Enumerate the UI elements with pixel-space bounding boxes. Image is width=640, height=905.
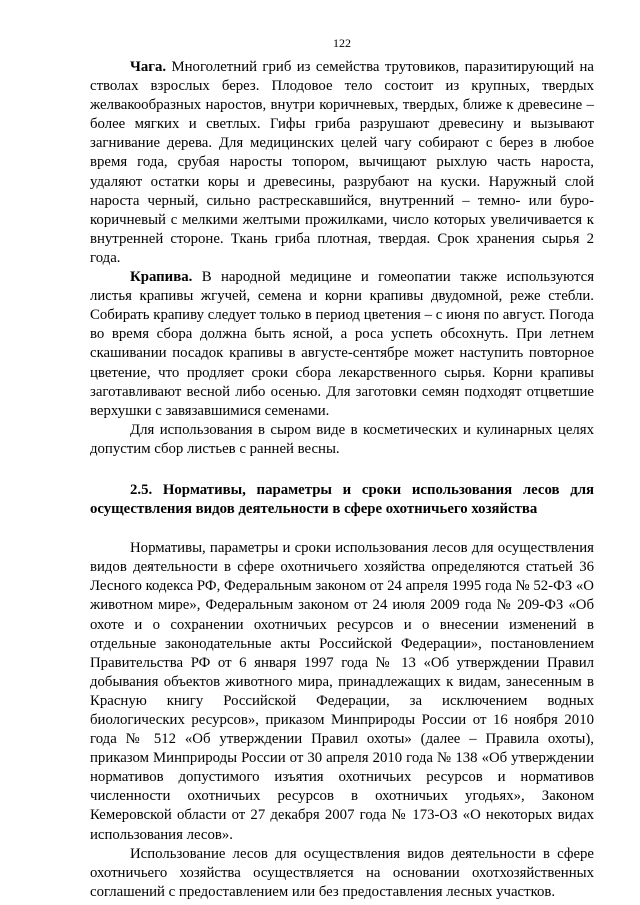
paragraph-normatives xyxy=(90,539,594,845)
term-chaga: Чага. xyxy=(130,59,167,75)
paragraph-raw-use xyxy=(90,421,594,459)
document-page xyxy=(90,36,594,900)
paragraph-chaga-text: Многолетний гриб из семейства трутовиков, паразитирующий на стволах взрослых берез. Плодовое тело состоит из крупных, твердых желвакообразных наростов, внутри коричневых, твердых, ближе к древесине – более мягких и светлых. Гифы гриба разрушают древесину и вызывают загнивание дерева. Для медицинских целей чагу собирают с берез в любое время года, срубая наросты топором, вычищают рыхлую часть нароста, удаляют остатки коры и древесины, разрубают на куски. Наружный слой нароста черный, сильно растрескавшийся, внутренний – темно- или буро-коричневый с мелкими желтыми прожилками, число которых увеличивается к внутренней стороне. Ткань гриба плотная, твердая. Срок хранения сырья 2 года. xyxy=(90,59,594,266)
paragraph-hunting-agreements-text: Использование лесов для осуществления видов деятельности в сфере охотничьего хозяйства осуществляется на основании охотхозяйственных соглашений с предоставлением или без предоставления лесных участков. xyxy=(90,845,594,900)
page-number: 122 xyxy=(333,36,351,50)
paragraph-hunting-agreements xyxy=(90,845,594,902)
paragraph-normatives-text: Нормативы, параметры и сроки использования лесов для осуществления видов деятельности в сфере охотничьего хозяйства определяются статьей 36 Лесного кодекса РФ, Федеральным законом от 24 апреля 1995 года № 52-ФЗ «О животном мире», Федеральным законом от 24 июля 2009 года № 209-ФЗ «Об охоте и о сохранении охотничьих ресурсов и о внесении изменений в отдельные законодательные акты Российской Федерации», постановлением Правительства РФ от 6 января 1997 года № 13 «Об утверждении Правил добывания объектов животного мира, принадлежащих к видам, занесенным в Красную книгу Российской Федерации, за исключением водных биологических ресурсов», приказом Минприроды России от 16 ноября 2010 года № 512 «Об утверждении Правил охоты» (далее – Правила охоты), приказом Минприроды России от 30 апреля 2010 года № 138 «Об утверждении нормативов допустимого изъятия охотничьих ресурсов и нормативов численности охотничьих ресурсов в охотничьих угодьях», Законом Кемеровской области от 27 декабря 2007 года № 173-ОЗ «О некоторых видах использования лесов». xyxy=(90,540,594,843)
paragraph-krapiva-text: В народной медицине и гомеопатии также используются листья крапивы жгучей, семена и корни крапивы двудомной, реже стебли. Собирать крапиву следует только в период цветения – с июня по август. Погода во время сбора должна быть ясной, а роса успеть обсохнуть. При летнем скашивании посадок крапивы в августе-сентябре может наступить повторное цветение, что продляет сроки сбора лекарственного сырья. Корни крапивы заготавливают весной либо осенью. Для заготовки семян подходят отцветшие верхушки с завязавшимися семенами. xyxy=(90,269,594,419)
paragraph-raw-use-text: Для использования в сыром виде в косметических и кулинарных целях допустим сбор листьев с ранней весны. xyxy=(90,421,594,457)
term-krapiva: Крапива. xyxy=(130,269,193,286)
paragraph-krapiva xyxy=(90,268,594,421)
section-heading: 2.5. Нормативы, параметры и сроки использования лесов для осуществления видов деятельности в сфере охотничьего хозяйства xyxy=(90,481,594,518)
paragraph-chaga xyxy=(90,58,594,268)
